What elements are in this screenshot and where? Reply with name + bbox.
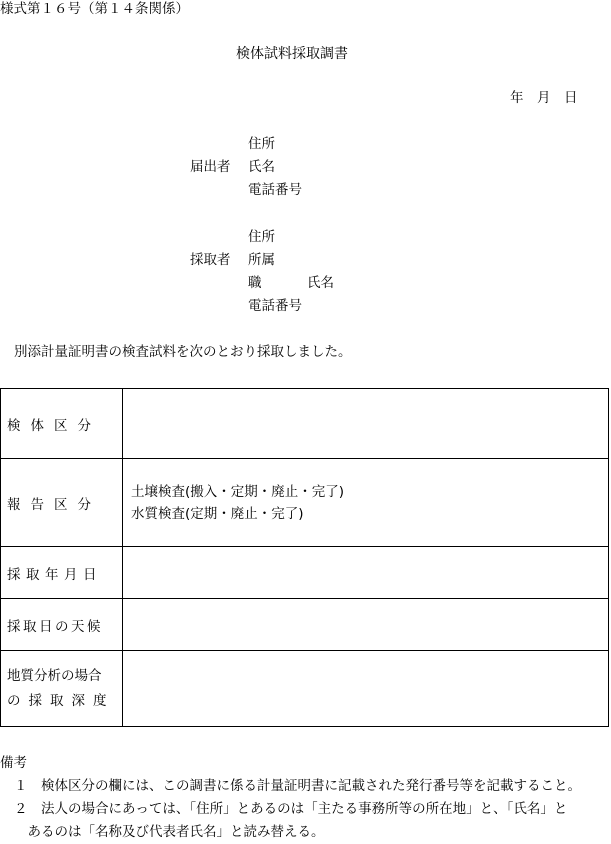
row-label-depth-line1: 地質分析の場合 bbox=[7, 667, 102, 684]
table-label bbox=[1, 651, 123, 727]
sampler-position-label: 職 bbox=[248, 275, 262, 291]
table-label bbox=[1, 599, 123, 651]
note-item-2-cont: あるのは「名称及び代表者氏名」と読み替える。 bbox=[14, 824, 325, 840]
notes bbox=[0, 752, 611, 844]
note-item-2: ２ 法人の場合にあっては、「住所」とあるのは「主たる事務所等の所在地」と、「氏名」と bbox=[14, 801, 568, 817]
table-value[interactable] bbox=[123, 389, 609, 459]
table-value[interactable] bbox=[123, 651, 609, 727]
statement: 別添計量証明書の検査試料を次のとおり採取しました。 bbox=[14, 344, 352, 360]
notifier-name-label: 氏名 bbox=[248, 159, 275, 175]
notifier-phone-label: 電話番号 bbox=[248, 182, 302, 198]
table-row bbox=[1, 459, 609, 547]
note-item-1: １ 検体区分の欄には、この調書に係る計量証明書に記載された発行番号等を記載すること。 bbox=[14, 778, 581, 794]
table-value[interactable] bbox=[123, 599, 609, 651]
table-label bbox=[1, 459, 123, 547]
table-row bbox=[1, 547, 609, 599]
sampler-affiliation-label: 所属 bbox=[248, 252, 275, 268]
table-label bbox=[1, 547, 123, 599]
row-label-sample-category: 検体区分 bbox=[7, 417, 101, 434]
sample-table bbox=[0, 388, 609, 727]
table-value[interactable] bbox=[123, 459, 609, 547]
report-option-water: 水質検査(定期・廃止・完了) bbox=[131, 505, 304, 522]
sampler-name-label: 氏名 bbox=[307, 275, 334, 291]
notes-heading: 備考 bbox=[0, 755, 27, 771]
sampler-address-label: 住所 bbox=[248, 229, 275, 245]
table-row bbox=[1, 651, 609, 727]
row-label-weather: 採取日の天候 bbox=[7, 618, 103, 635]
report-option-soil: 土壌検査(搬入・定期・廃止・完了) bbox=[131, 483, 345, 500]
sampler-role-label: 採取者 bbox=[190, 252, 231, 268]
table-label bbox=[1, 389, 123, 459]
notifier-role-label: 届出者 bbox=[190, 159, 231, 175]
form-number: 様式第１６号（第１４条関係） bbox=[0, 1, 189, 17]
row-label-depth-line2: の採取深度 bbox=[7, 692, 115, 709]
table-value[interactable] bbox=[123, 547, 609, 599]
table-row bbox=[1, 599, 609, 651]
notifier-address-label: 住所 bbox=[248, 136, 275, 152]
date-line: 年 月 日 bbox=[510, 90, 578, 106]
table-row bbox=[1, 389, 609, 459]
row-label-report-category: 報告区分 bbox=[7, 496, 101, 513]
row-label-sample-date: 採取年月日 bbox=[7, 566, 102, 583]
sampler-phone-label: 電話番号 bbox=[248, 298, 302, 314]
page-title: 検体試料採取調書 bbox=[236, 46, 348, 62]
